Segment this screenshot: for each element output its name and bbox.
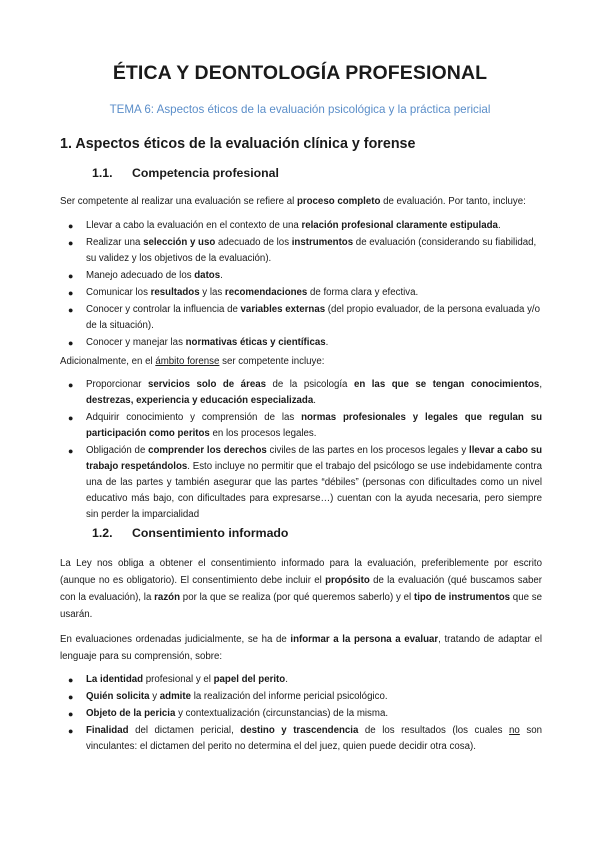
list-item-text [86, 723, 542, 755]
text-run: de la psicología [266, 379, 354, 390]
text-run: Obligación de [86, 445, 149, 456]
text-run: de forma clara y efectiva. [307, 287, 419, 298]
list-item-text [86, 377, 542, 409]
text-run: Conocer y controlar la influencia de [86, 304, 241, 315]
list-item [60, 706, 542, 722]
text-run: . [313, 395, 316, 406]
bold-text: destrezas, experiencia y educación especializada [86, 395, 314, 406]
bold-text: normativas éticas y científicas [185, 337, 326, 348]
list-item-text [86, 304, 540, 331]
subsection-title: Consentimiento informado [132, 526, 289, 540]
bold-text: informar a la persona a evaluar [290, 634, 439, 645]
section-1-heading: 1. Aspectos éticos de la evaluación clínica y forense [60, 136, 416, 152]
forensic-list [60, 377, 542, 524]
text-run: profesional y el [143, 674, 214, 685]
text-run: adecuado de los [215, 237, 292, 248]
bold-text: recomendaciones [224, 287, 308, 298]
list-item [60, 377, 542, 409]
list-item-text [86, 443, 542, 523]
bullet-icon: ● [68, 675, 74, 685]
text-run: son vinculantes: el dictamen del perito no determina el del juez, quien puede decidir otra cosa). [86, 725, 542, 752]
bold-text: proceso completo [296, 196, 381, 207]
text-run: civiles de las partes en los procesos legales y [266, 445, 470, 456]
bold-text: datos [194, 270, 221, 281]
bullet-icon: ● [68, 305, 74, 315]
text-run: del dictamen pericial, [128, 725, 241, 736]
list-item [60, 302, 542, 334]
text-run: . [325, 337, 329, 348]
text-run: de evaluación (considerando su fiabilidad, su validez y los objetivos de la evaluación). [86, 237, 537, 264]
list-item [60, 410, 542, 442]
bullet-icon: ● [68, 288, 74, 298]
text-run: . [220, 270, 223, 281]
list-item [60, 285, 542, 301]
bold-text: Finalidad [86, 725, 129, 736]
text-run: que se usarán. [60, 592, 543, 620]
bold-text: tipo de instrumentos [413, 592, 510, 603]
bold-text: papel del perito [213, 674, 286, 685]
list-item [60, 672, 542, 688]
bold-text: relación profesional claramente estipulada [301, 220, 498, 231]
text-run: Realizar una [86, 237, 144, 248]
underlined-text: ámbito forense [155, 356, 220, 367]
bold-text: comprender los derechos [148, 445, 267, 456]
list-item [60, 235, 542, 267]
text-run: Manejo adecuado de los [86, 270, 195, 281]
bullet-icon: ● [68, 221, 74, 231]
text-run: . Esto incluye no permitir que el trabajo del psicólogo se use indebidamente contra una de las partes y también asegurar que las partes “débiles” (personas con dificultades como un nivel educativo más bajo, con dificultades para expresarse…) cuentan con la ayuda necesaria, pero siempre sin perder la imparcialidad [86, 461, 542, 520]
text-run: La Ley nos obliga a obtener el consentimiento informado para la evaluación, preferiblemente por escrito (aunque no es obligatorio). El consentimiento debe incluir el [60, 558, 542, 586]
list-item [60, 335, 542, 351]
subsection-1-1-heading [92, 166, 279, 180]
bullet-icon: ● [68, 726, 74, 736]
bold-text: admite [159, 691, 191, 702]
bullet-icon: ● [68, 692, 74, 702]
list-item-text [86, 706, 542, 722]
text-run: . [285, 674, 288, 685]
text-run: Proporcionar [86, 379, 148, 390]
consent-paragraph-1 [60, 555, 542, 623]
competence-intro [60, 193, 542, 210]
document-title: ÉTICA Y DEONTOLOGÍA PROFESIONAL [112, 62, 488, 84]
bold-text: La identidad [86, 674, 144, 685]
bold-text: llevar a cabo su trabajo respetándolos [86, 445, 542, 472]
list-item-text [86, 270, 223, 281]
bullet-icon: ● [68, 709, 74, 719]
bold-text: Objeto de la pericia [86, 708, 176, 719]
bold-text: variables externas [240, 304, 326, 315]
list-item [60, 268, 542, 284]
text-run: Conocer y manejar las [86, 337, 186, 348]
bullet-icon: ● [68, 413, 74, 423]
list-item-text [86, 287, 418, 298]
text-run: Adquirir conocimiento y comprensión de las [86, 412, 302, 423]
list-item-text [86, 337, 328, 348]
bullet-icon: ● [68, 271, 74, 281]
text-run: de la evaluación (qué buscamos saber con la evaluación), la [60, 575, 542, 603]
text-run: Llevar a cabo la evaluación en el contexto de una [86, 220, 302, 231]
bold-text: destino y trascendencia [240, 725, 359, 736]
document-subtitle: TEMA 6: Aspectos éticos de la evaluación psicológica y la práctica pericial [109, 103, 491, 116]
text-run: . [497, 220, 501, 231]
text-run: Comunicar los [86, 287, 151, 298]
text-run: y [149, 691, 160, 702]
bullet-icon: ● [68, 338, 74, 348]
list-item-text [86, 410, 542, 442]
bold-text: resultados [150, 287, 200, 298]
bold-text: Quién solicita [86, 691, 150, 702]
bold-text: propósito [325, 575, 370, 586]
text-run: Ser competente al realizar una evaluación se refiere al [60, 196, 297, 207]
text-run: ser competente incluye: [219, 356, 325, 367]
text-run: la realización del informe pericial psicológico. [191, 691, 388, 702]
competence-list [60, 218, 542, 352]
text-run: (del propio evaluador, de la persona evaluada y/o de la situación). [86, 304, 540, 331]
list-item-text [86, 237, 536, 264]
subsection-number: 1.1. [92, 166, 113, 180]
bold-text: servicios solo de áreas [147, 379, 267, 390]
text-run: de los resultados (los cuales [358, 725, 510, 736]
text-run: En evaluaciones ordenadas judicialmente, se ha de [60, 634, 291, 645]
bold-text: en las que se tengan conocimientos [353, 379, 540, 390]
subsection-title: Competencia profesional [132, 166, 279, 180]
bullet-icon: ● [68, 238, 74, 248]
text-run: y las [199, 287, 225, 298]
list-item [60, 689, 542, 705]
text-run: y contextualización (circunstancias) de la misma. [175, 708, 389, 719]
bullet-icon: ● [68, 380, 74, 390]
text-run: Adicionalmente, en el [60, 356, 156, 367]
bold-text: selección y uso [143, 237, 216, 248]
consent-paragraph-2 [60, 631, 542, 665]
text-run: , [539, 379, 543, 390]
text-run: por la que se realiza (por qué queremos saberlo) y el [180, 592, 414, 603]
subsection-number: 1.2. [92, 526, 113, 540]
text-run: de evaluación. Por tanto, incluye: [380, 196, 526, 207]
forensic-intro [60, 353, 542, 370]
list-item-text [86, 220, 501, 231]
consent-list [60, 672, 542, 756]
list-item [60, 723, 542, 755]
text-run: , tratando de adaptar el lenguaje para su comprensión, sobre: [60, 634, 542, 662]
text-run: en los procesos legales. [209, 428, 317, 439]
bold-text: razón [154, 592, 180, 603]
list-item-text [86, 689, 542, 705]
list-item [60, 443, 542, 523]
subsection-1-2-heading [92, 526, 288, 540]
bullet-icon: ● [68, 446, 74, 456]
bold-text: instrumentos [291, 237, 354, 248]
list-item-text [86, 672, 542, 688]
underlined-text: no [509, 725, 520, 736]
bold-text: normas profesionales y legales que regulan su participación como peritos [86, 412, 542, 439]
list-item [60, 218, 542, 234]
